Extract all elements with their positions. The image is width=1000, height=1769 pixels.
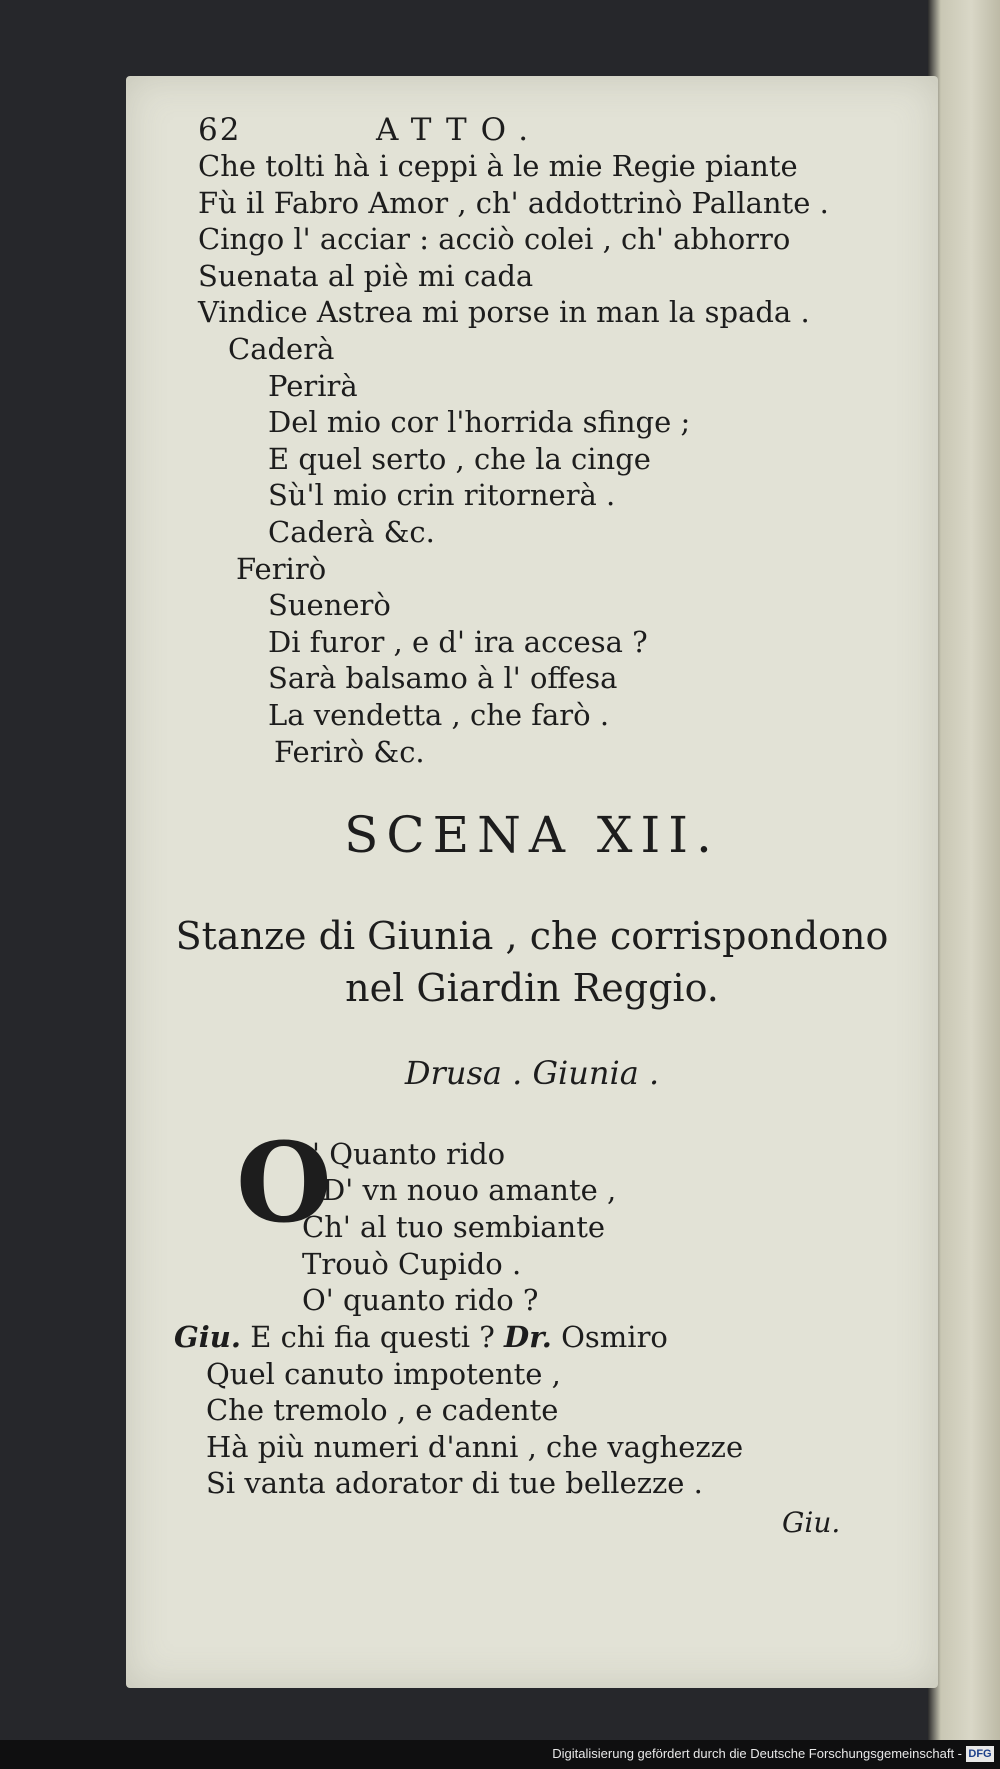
drop-cap: O — [236, 1118, 332, 1247]
catchword: Giu. — [782, 1506, 841, 1539]
running-title: ATTO. — [376, 112, 543, 148]
page-number: 62 — [198, 112, 242, 148]
verse-line: Sarà balsamo à l' offesa — [268, 661, 618, 695]
verse-line: Suenata al piè mi cada — [198, 259, 534, 293]
digitization-footer — [0, 1740, 1000, 1769]
verse-line: Fù il Fabro Amor , ch' addottrinò Pallante . — [198, 186, 829, 220]
character-list: Drusa . Giunia . — [404, 1054, 660, 1092]
verse-line: Vindice Astrea mi porse in man la spada . — [198, 295, 810, 329]
verse-line: Suenerò — [268, 588, 391, 622]
verse-line: E quel serto , che la cinge — [268, 442, 651, 476]
verse-line: Caderà &c. — [268, 515, 435, 549]
verse-line: Che tolti hà i ceppi à le mie Regie piante — [198, 149, 798, 183]
book-page — [126, 76, 938, 1688]
dfg-logo: DFG — [966, 1746, 994, 1762]
verse-line: Cingo l' acciar : acciò colei , ch' abhorro — [198, 222, 791, 256]
dialogue-line: Che tremolo , e cadente — [206, 1393, 559, 1427]
verse-line: Caderà — [228, 332, 335, 366]
verse-line: Ferirò &c. — [274, 735, 425, 769]
adjacent-page-edge — [928, 0, 1000, 1740]
footer-credit: Digitalisierung gefördert durch die Deutsche Forschungsgemeinschaft - — [552, 1746, 962, 1761]
aria-line: D' vn nouo amante , — [322, 1173, 617, 1207]
speaker-label: Dr. — [504, 1320, 552, 1354]
dialogue-line: Si vanta adorator di tue bellezze . — [206, 1466, 703, 1500]
dialogue-line — [174, 1319, 668, 1355]
scene-title: SCENA XII. — [344, 806, 720, 864]
aria-line: O' quanto rido ? — [302, 1283, 539, 1317]
dialogue-text: E chi fia questi ? — [250, 1320, 495, 1354]
dialogue-text: Osmiro — [561, 1320, 668, 1354]
verse-line: Ferirò — [236, 552, 327, 586]
verse-line: La vendetta , che farò . — [268, 698, 610, 732]
verse-line: Sù'l mio crin ritornerà . — [268, 478, 616, 512]
scene-subtitle-line-2: nel Giardin Reggio. — [345, 966, 719, 1010]
dialogue-line: Hà più numeri d'anni , che vaghezze — [206, 1430, 744, 1464]
aria-line: Trouò Cupido . — [302, 1247, 522, 1281]
verse-line: Perirà — [268, 369, 358, 403]
scene-subtitle-line-1: Stanze di Giunia , che corrispondono — [175, 914, 889, 958]
verse-line: Del mio cor l'horrida sfinge ; — [268, 405, 691, 439]
verse-line: Di furor , e d' ira accesa ? — [268, 625, 648, 659]
aria-line: Ch' al tuo sembiante — [302, 1210, 606, 1244]
dialogue-line: Quel canuto impotente , — [206, 1357, 561, 1391]
speaker-label: Giu. — [174, 1320, 241, 1354]
aria-line: ' Quanto rido — [312, 1137, 506, 1171]
